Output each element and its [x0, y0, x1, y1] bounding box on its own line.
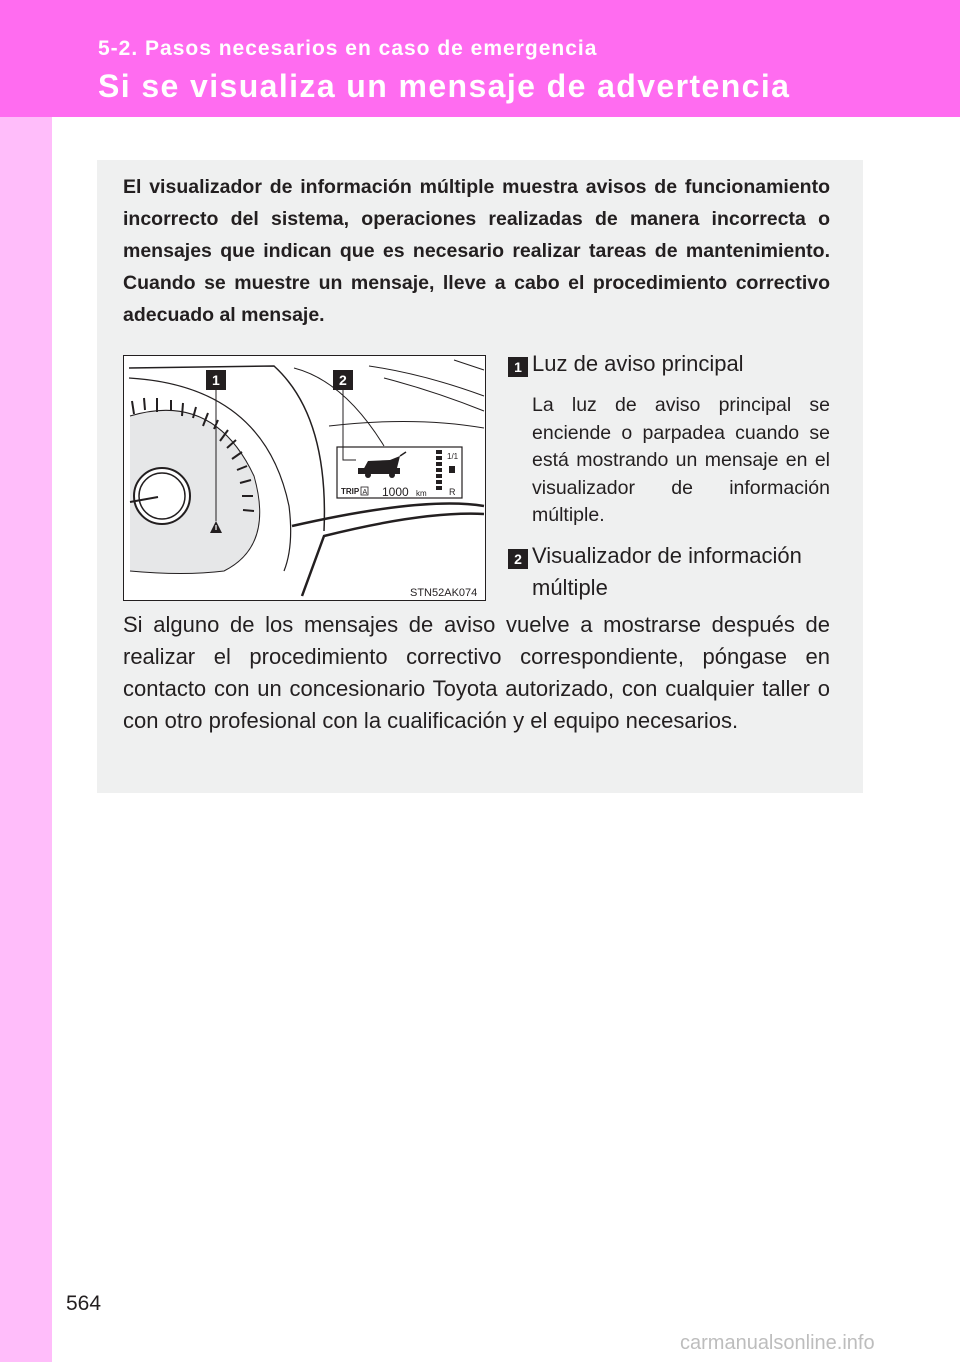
legend-item-1: [508, 348, 833, 380]
callout-1-number: 1: [212, 372, 220, 388]
watermark: carmanualsonline.info: [680, 1332, 875, 1354]
odometer-value: 1000: [382, 485, 409, 499]
fuel-reserve-label: R: [449, 487, 456, 497]
page-header: [0, 0, 960, 117]
fuel-pump-icon: [449, 466, 455, 473]
trip-letter: A: [362, 489, 368, 496]
odometer-unit: km: [416, 489, 427, 498]
page-number: 564: [66, 1292, 102, 1315]
section-label: 5-2. Pasos necesarios en caso de emergencia: [98, 37, 598, 60]
fuel-full-label: 1/1: [447, 452, 459, 461]
legend-badge-2: 2: [508, 549, 528, 569]
callout-2-number: 2: [339, 372, 347, 388]
instrument-cluster-figure: [123, 355, 486, 601]
legend-item-2: [508, 540, 833, 604]
figure-code: STN52AK074: [410, 587, 478, 599]
followup-paragraph: Si alguno de los mensajes de aviso vuelve a mostrarse después de realizar el procedimiento correctivo correspondiente, póngase en contacto con un concesionario Toyota autorizado, con cualquier taller o con otro profesional con la cualificación y el equipo necesarios.: [123, 612, 830, 733]
side-tab: [0, 117, 52, 1362]
legend-badge-1: 1: [508, 357, 528, 377]
legend-title-2: Visualizador de información múltiple: [532, 543, 802, 600]
trip-label: TRIP: [341, 487, 360, 496]
intro-paragraph: El visualizador de información múltiple muestra avisos de funcionamiento incorrecto del sistema, operaciones realizadas de manera incorrecta o mensajes que indican que es necesario realizar tareas de mantenimiento. Cuando se muestre un mensaje, lleve a cabo el procedimiento correctivo adecuado al mensaje.: [123, 176, 830, 326]
legend-title-1: Luz de aviso principal: [532, 351, 744, 376]
cluster-illustration: [124, 356, 486, 601]
page-title: Si se visualiza un mensaje de advertencia: [98, 68, 791, 104]
legend-description-1: La luz de aviso principal se enciende o parpadea cuando se está mostrando un mensaje en el visualizador de información múltiple.: [532, 394, 830, 526]
